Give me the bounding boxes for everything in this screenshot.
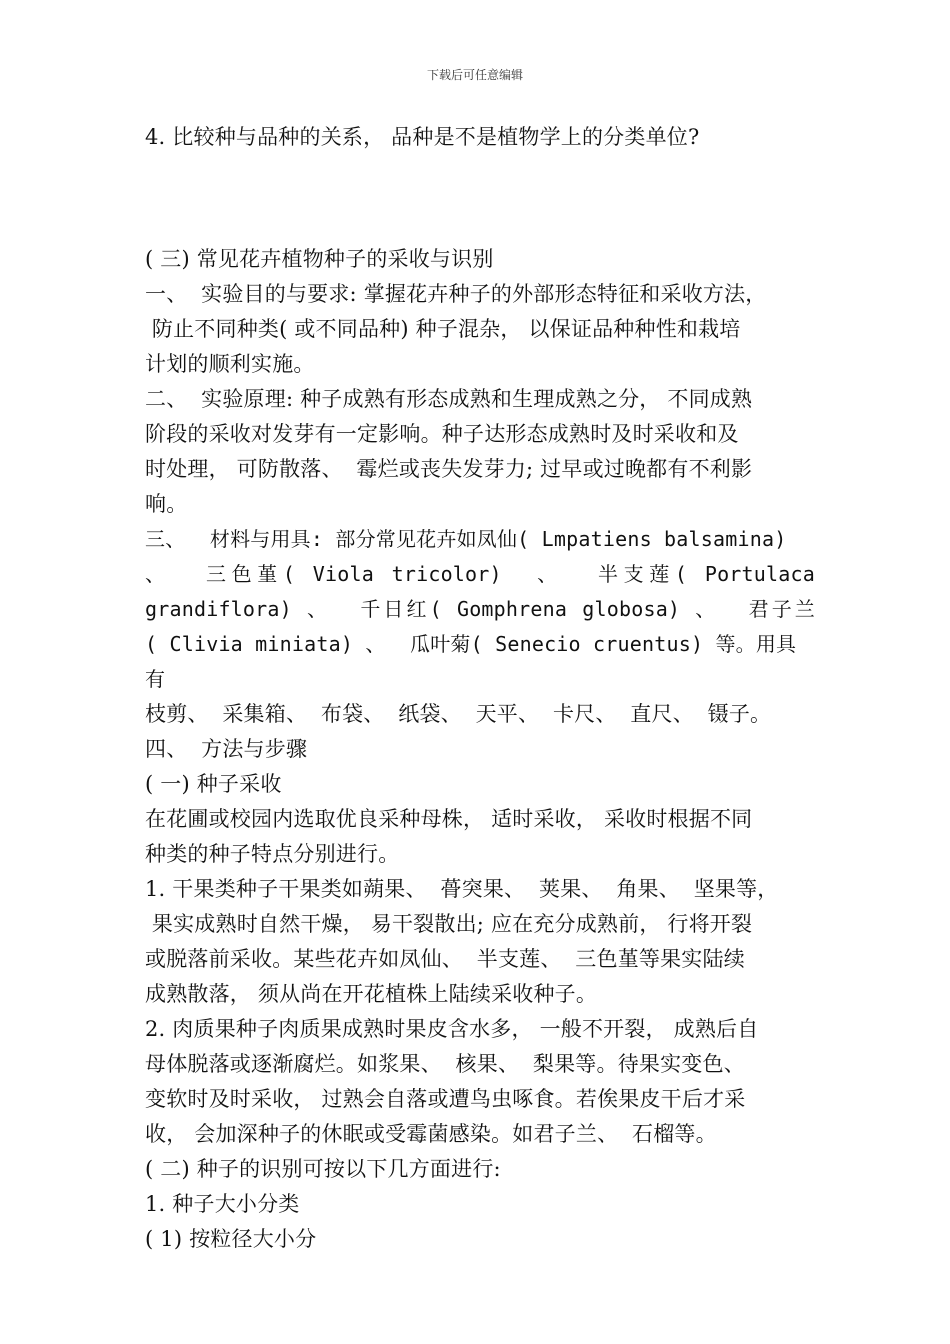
paragraph-line: 变软时及时采收， 过熟会自落或遭鸟虫啄食。若俟果皮干后才采 <box>145 1087 746 1111</box>
section-heading-4: 四、 方法与步骤 <box>145 737 308 761</box>
paragraph-line: 成熟散落， 须从尚在开花植株上陆续采收种子。 <box>145 982 598 1006</box>
paragraph-line: 阶段的采收对发芽有一定影响。种子达形态成熟时及时采收和及 <box>145 422 739 446</box>
paragraph-line: 收， 会加深种子的休眠或受霉菌感染。如君子兰、 石榴等。 <box>145 1122 717 1146</box>
paragraph-line: 或脱落前采收。某些花卉如凤仙、 半支莲、 三色堇等果实陆续 <box>145 947 745 971</box>
paragraph-line: 果实成熟时自然干燥， 易干裂散出; 应在充分成熟前， 行将开裂 <box>145 912 753 936</box>
paragraph-line: grandiflora) 、 千日红( Gomphrena globosa) 、 君子兰 <box>145 597 815 621</box>
paragraph-line: 种类的种子特点分别进行。 <box>145 842 400 866</box>
paragraph-line: 在花圃或校园内选取优良采种母株， 适时采收， 采收时根据不同 <box>145 807 753 831</box>
paragraph-line: 、 三色堇( Viola tricolor) 、 半支莲( Portulaca <box>145 562 815 586</box>
paragraph-line: 响。 <box>145 492 188 516</box>
subsection-heading: ( 一) 种子采收 <box>145 772 282 796</box>
paragraph-line: 计划的顺利实施。 <box>145 352 315 376</box>
document-body <box>145 120 815 1257</box>
section-heading-3: ( 三) 常见花卉植物种子的采收与识别 <box>145 247 494 271</box>
paragraph-line: 2. 肉质果种子肉质果成熟时果皮含水多， 一般不开裂， 成熟后自 <box>145 1017 759 1041</box>
question-4: 4. 比较种与品种的关系， 品种是不是植物学上的分类单位? <box>145 125 700 149</box>
paragraph-line: 1. 干果类种子干果类如蒴果、 蓇突果、 荚果、 角果、 坚果等， <box>145 877 779 901</box>
paragraph-line: 二、 实验原理: 种子成熟有形态成熟和生理成熟之分， 不同成熟 <box>145 387 753 411</box>
paragraph-line: 三、 材料与用具: 部分常见花卉如凤仙( Lmpatiens balsamina) <box>145 527 787 551</box>
paragraph-line: 时处理， 可防散落、 霉烂或丧失发芽力; 过早或过晚都有不利影 <box>145 457 753 481</box>
paragraph-line: ( 1) 按粒径大小分 <box>145 1227 317 1251</box>
paragraph-line: 枝剪、 采集箱、 布袋、 纸袋、 天平、 卡尺、 直尺、 镊子。 <box>145 702 772 726</box>
paragraph-line: ( Clivia miniata) 、 瓜叶菊( Senecio cruentus) 等。用具有 <box>145 632 797 691</box>
page-header: 下载后可任意编辑 <box>426 68 523 82</box>
subsection-heading: ( 二) 种子的识别可按以下几方面进行: <box>145 1157 501 1181</box>
paragraph-line: 一、 实验目的与要求: 掌握花卉种子的外部形态特征和采收方法， <box>145 282 767 306</box>
paragraph-line: 母体脱落或逐渐腐烂。如浆果、 核果、 梨果等。待果实变色、 <box>145 1052 745 1076</box>
paragraph-line: 1. 种子大小分类 <box>145 1192 300 1216</box>
paragraph-line: 防止不同种类( 或不同品种) 种子混杂， 以保证品种种性和栽培 <box>145 317 741 341</box>
